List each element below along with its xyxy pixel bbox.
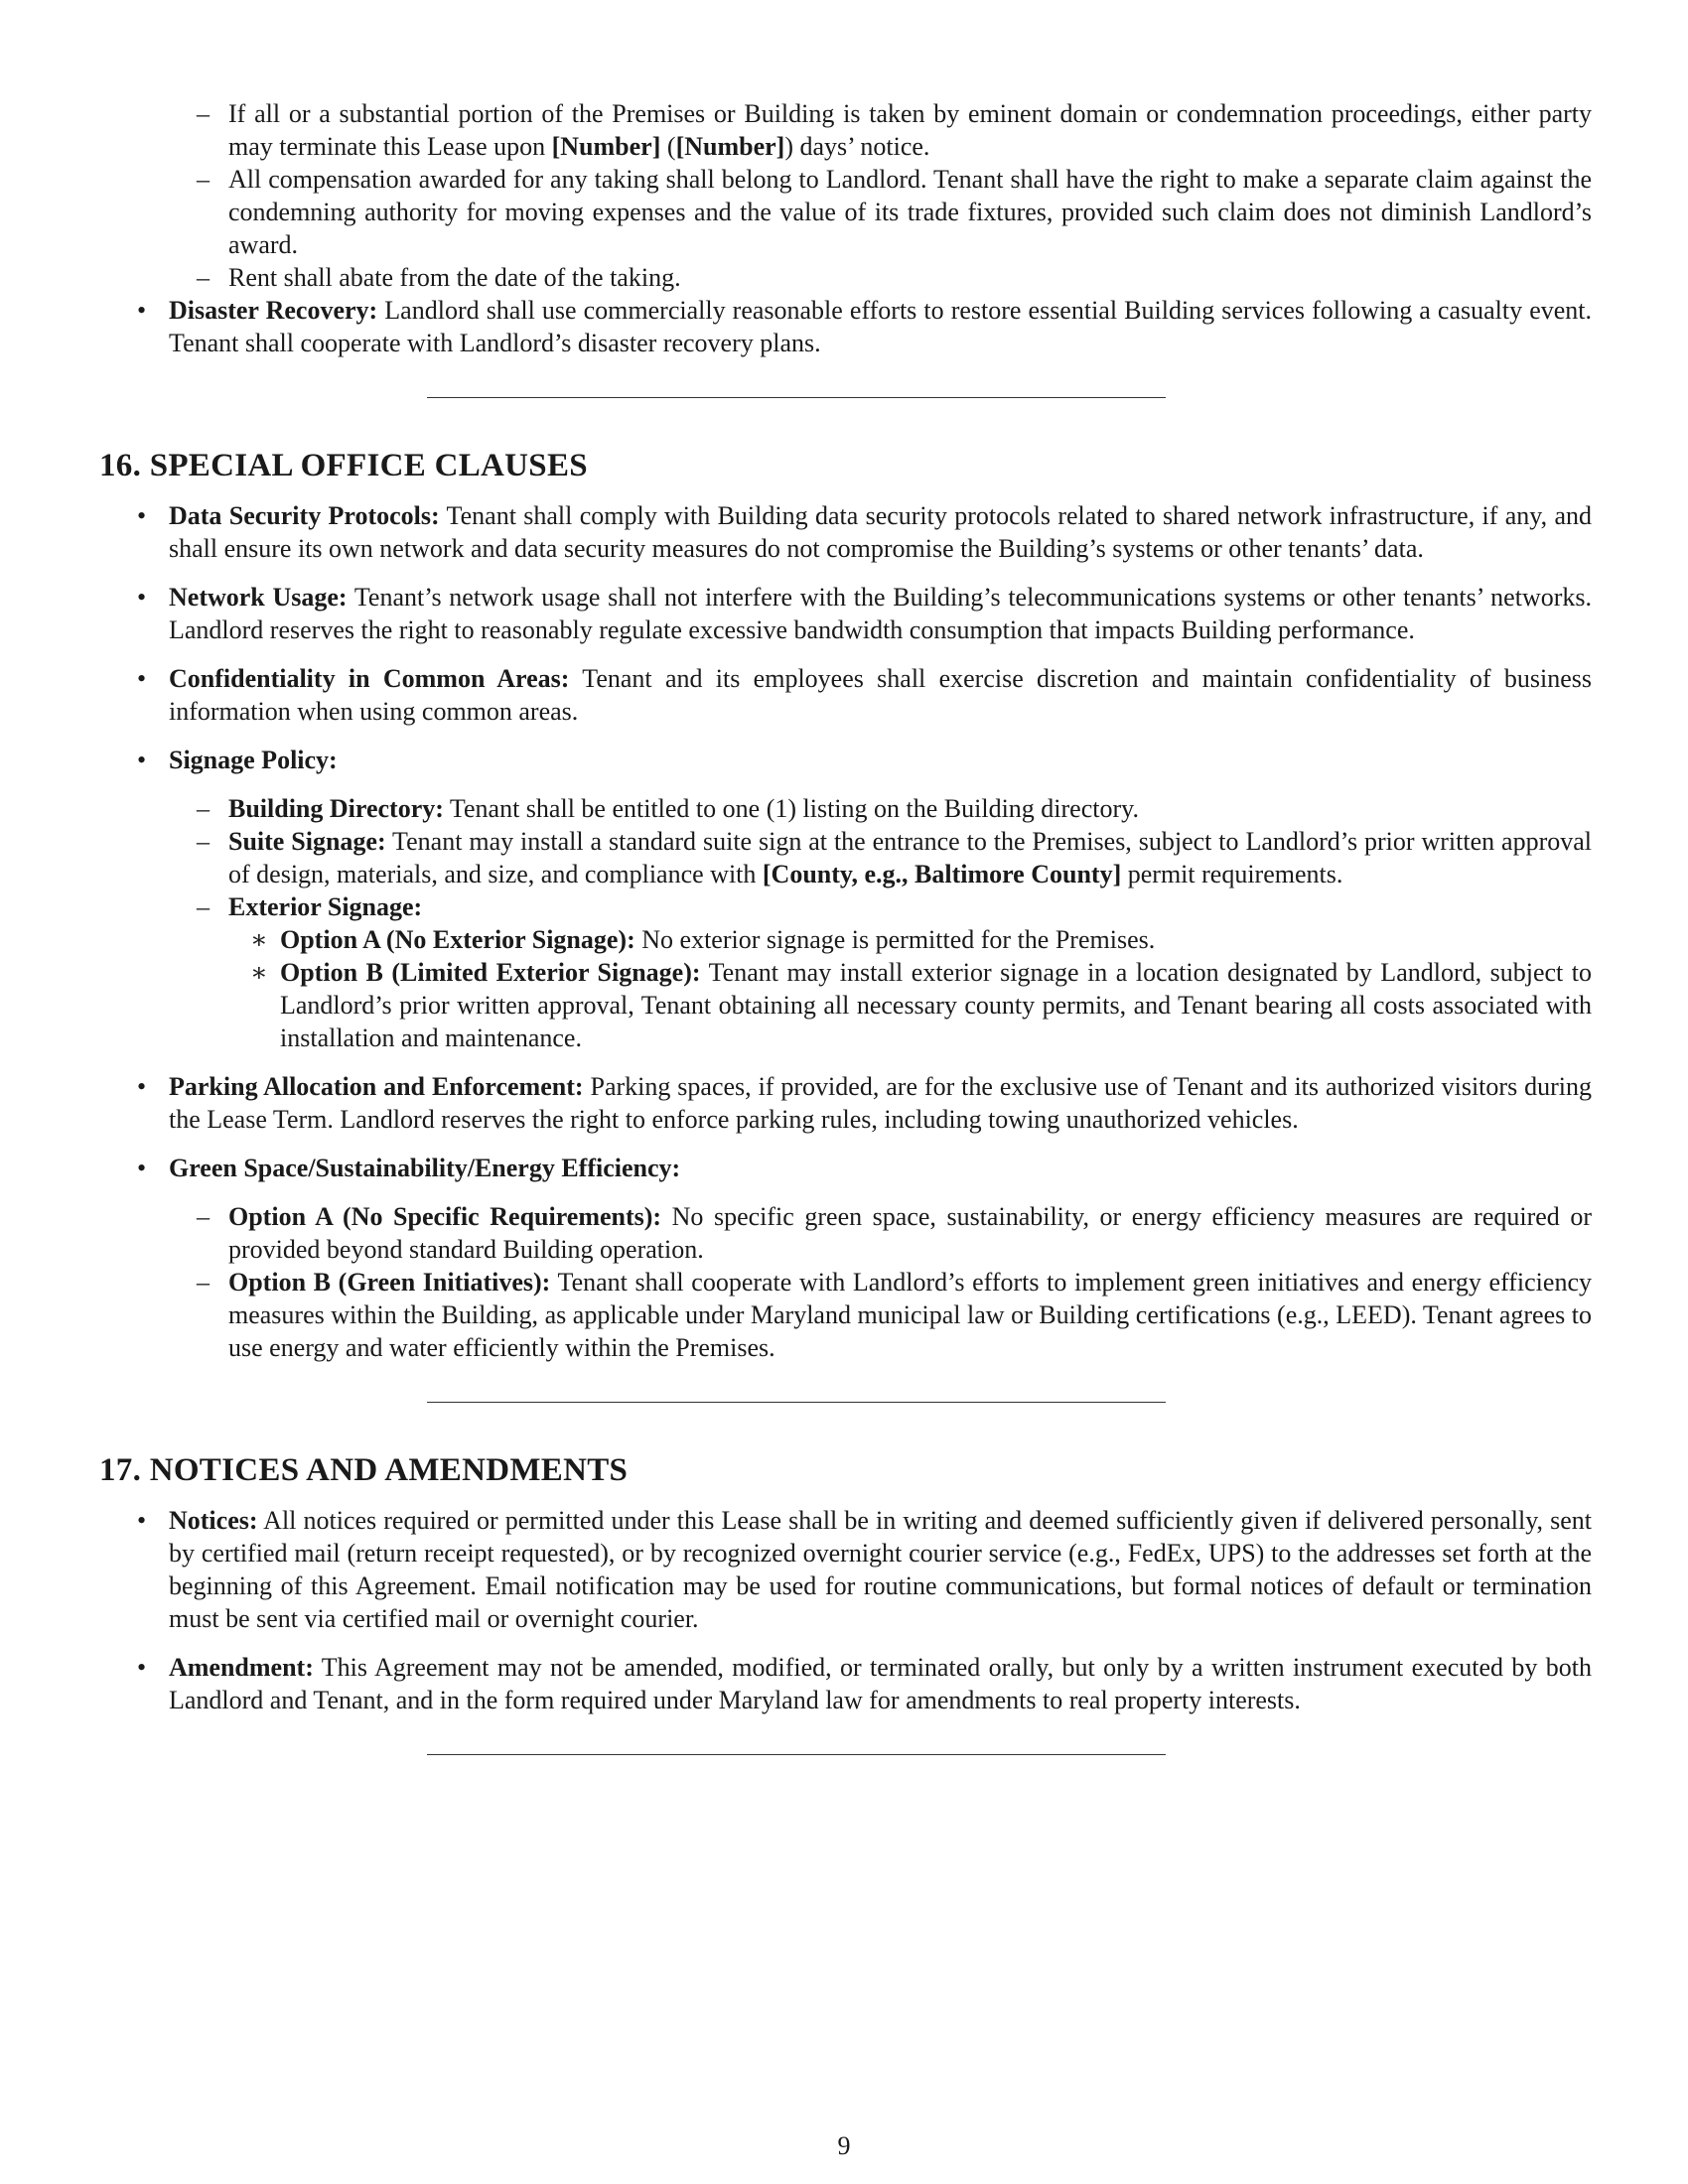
green-option-a-text: No specific green space, sustainability, or energy efficiency measures are required or provided beyond standard Building operation.: [228, 1202, 1592, 1264]
signage-sublist: [169, 792, 1592, 1054]
notices-label: Notices:: [169, 1506, 258, 1535]
list-item: [167, 163, 1592, 261]
exterior-option-a-label: Option A (No Exterior Signage):: [280, 925, 635, 954]
page-content: [99, 97, 1592, 1755]
amendment-item: [99, 1651, 1592, 1716]
rent-abate-text: Rent shall abate from the date of the taking.: [228, 263, 681, 292]
section-16-list: [99, 499, 1592, 1364]
confidentiality-text: Tenant and its employees shall exercise discretion and maintain confidentiality of business information when using common areas.: [169, 664, 1592, 726]
continued-list: [99, 97, 1592, 359]
number-placeholder: [Number]: [551, 132, 661, 161]
suite-signage-item: [167, 825, 1592, 890]
page-number: 9: [837, 2131, 851, 2160]
building-directory-text: Tenant shall be entitled to one (1) listing on the Building directory.: [443, 794, 1139, 823]
green-options-list: [169, 1200, 1592, 1364]
signage-policy-label: Signage Policy:: [169, 746, 338, 774]
exterior-option-b: [228, 956, 1592, 1054]
confidentiality-item: [99, 662, 1592, 728]
data-security-text: Tenant shall comply with Building data security protocols related to shared network infrastructure, if any, and shall ensure its own network and data security measures do not compromise the Building’s systems or other tenants’ data.: [169, 501, 1592, 563]
building-directory-label: Building Directory:: [228, 794, 444, 823]
exterior-options-list: [228, 923, 1592, 1054]
parking-item: [99, 1070, 1592, 1136]
eminent-domain-sublist: [169, 97, 1592, 294]
county-placeholder: [County, e.g., Baltimore County]: [762, 860, 1122, 888]
amendment-label: Amendment:: [169, 1653, 314, 1682]
list-item: [99, 97, 1592, 294]
list-item: [167, 261, 1592, 294]
signage-policy-item: [99, 744, 1592, 1054]
suite-signage-text-end: permit requirements.: [1121, 860, 1343, 888]
notices-text: All notices required or permitted under this Lease shall be in writing and deemed sufficiently given if delivered personally, sent by certified mail (return receipt requested), or by recognized overnight courier service (e.g., FedEx, UPS) to the addresses set forth at the beginning of this Agreement. Email notification may be used for routine communications, but formal notices of default or termination must be sent via certified mail or overnight courier.: [169, 1506, 1592, 1633]
network-usage-label: Network Usage:: [169, 583, 348, 612]
data-security-item: [99, 499, 1592, 565]
section-divider: [427, 397, 1166, 398]
section-17-heading: 17. NOTICES AND AMENDMENTS: [99, 1452, 629, 1488]
parking-text: Parking spaces, if provided, are for the exclusive use of Tenant and its authorized visitors during the Lease Term. Landlord reserves the right to enforce parking rules, including towing unauthorized vehicles.: [169, 1072, 1592, 1134]
green-space-label: Green Space/Sustainability/Energy Efficiency:: [169, 1154, 681, 1182]
exterior-option-b-text: Tenant may install exterior signage in a location designated by Landlord, subject to Landlord’s prior written approval, Tenant obtaining all necessary county permits, and Tenant bearing all costs associated with installation and maintenance.: [280, 958, 1592, 1052]
building-directory-item: [167, 792, 1592, 825]
disaster-recovery-text: Landlord shall use commercially reasonable efforts to restore essential Building services following a casualty event. Tenant shall cooperate with Landlord’s disaster recovery plans.: [169, 296, 1592, 357]
disaster-recovery-item: [99, 294, 1592, 359]
section-divider: [427, 1402, 1166, 1403]
network-usage-text: Tenant’s network usage shall not interfere with the Building’s telecommunications systems or other tenants’ networks. Landlord reserves the right to reasonably regulate excessive bandwidth consumption that impacts Building performance.: [169, 583, 1593, 644]
compensation-text: All compensation awarded for any taking shall belong to Landlord. Tenant shall have the right to make a separate claim against the condemning authority for moving expenses and the value of its trade fixtures, provided such claim does not diminish Landlord’s award.: [228, 165, 1592, 259]
notices-item: [99, 1504, 1592, 1635]
eminent-domain-terminate-text: If all or a substantial portion of the Premises or Building is taken by eminent domain or condemnation proceedings, either party may terminate this Lease upon [Number] ([Number]) days’ notice.: [228, 99, 1592, 161]
network-usage-item: [99, 581, 1592, 646]
number-placeholder: [Number]: [675, 132, 785, 161]
list-item: [167, 97, 1592, 163]
suite-signage-label: Suite Signage:: [228, 827, 386, 856]
green-option-b-label: Option B (Green Initiatives):: [228, 1268, 551, 1297]
green-option-b-text: Tenant shall cooperate with Landlord’s efforts to implement green initiatives and energy efficiency measures within the Building, as applicable under Maryland municipal law or Building certifications (e.g., LEED). Tenant agrees to use energy and water efficiently within the Premises.: [228, 1268, 1592, 1362]
exterior-option-a-text: No exterior signage is permitted for the Premises.: [634, 925, 1156, 954]
amendment-text: This Agreement may not be amended, modified, or terminated orally, but only by a written instrument executed by both Landlord and Tenant, and in the form required under Maryland law for amendments to real property interests.: [169, 1653, 1592, 1714]
green-space-item: [99, 1152, 1592, 1364]
data-security-label: Data Security Protocols:: [169, 501, 440, 530]
section-divider: [427, 1754, 1166, 1755]
exterior-option-b-label: Option B (Limited Exterior Signage):: [280, 958, 701, 987]
parking-label: Parking Allocation and Enforcement:: [169, 1072, 584, 1101]
exterior-signage-label: Exterior Signage:: [228, 892, 423, 921]
green-option-a: [167, 1200, 1592, 1266]
exterior-option-a: [228, 923, 1592, 956]
green-option-a-label: Option A (No Specific Requirements):: [228, 1202, 662, 1231]
section-16-heading: 16. SPECIAL OFFICE CLAUSES: [99, 448, 588, 483]
exterior-signage-item: [167, 890, 1592, 1054]
confidentiality-label: Confidentiality in Common Areas:: [169, 664, 570, 693]
suite-signage-text: Tenant may install a standard suite sign at the entrance to the Premises, subject to Landlord’s prior written approval of design, materials, and size, and compliance with: [228, 827, 1592, 888]
section-17-list: [99, 1504, 1592, 1716]
green-option-b: [167, 1266, 1592, 1364]
disaster-recovery-label: Disaster Recovery:: [169, 296, 378, 325]
